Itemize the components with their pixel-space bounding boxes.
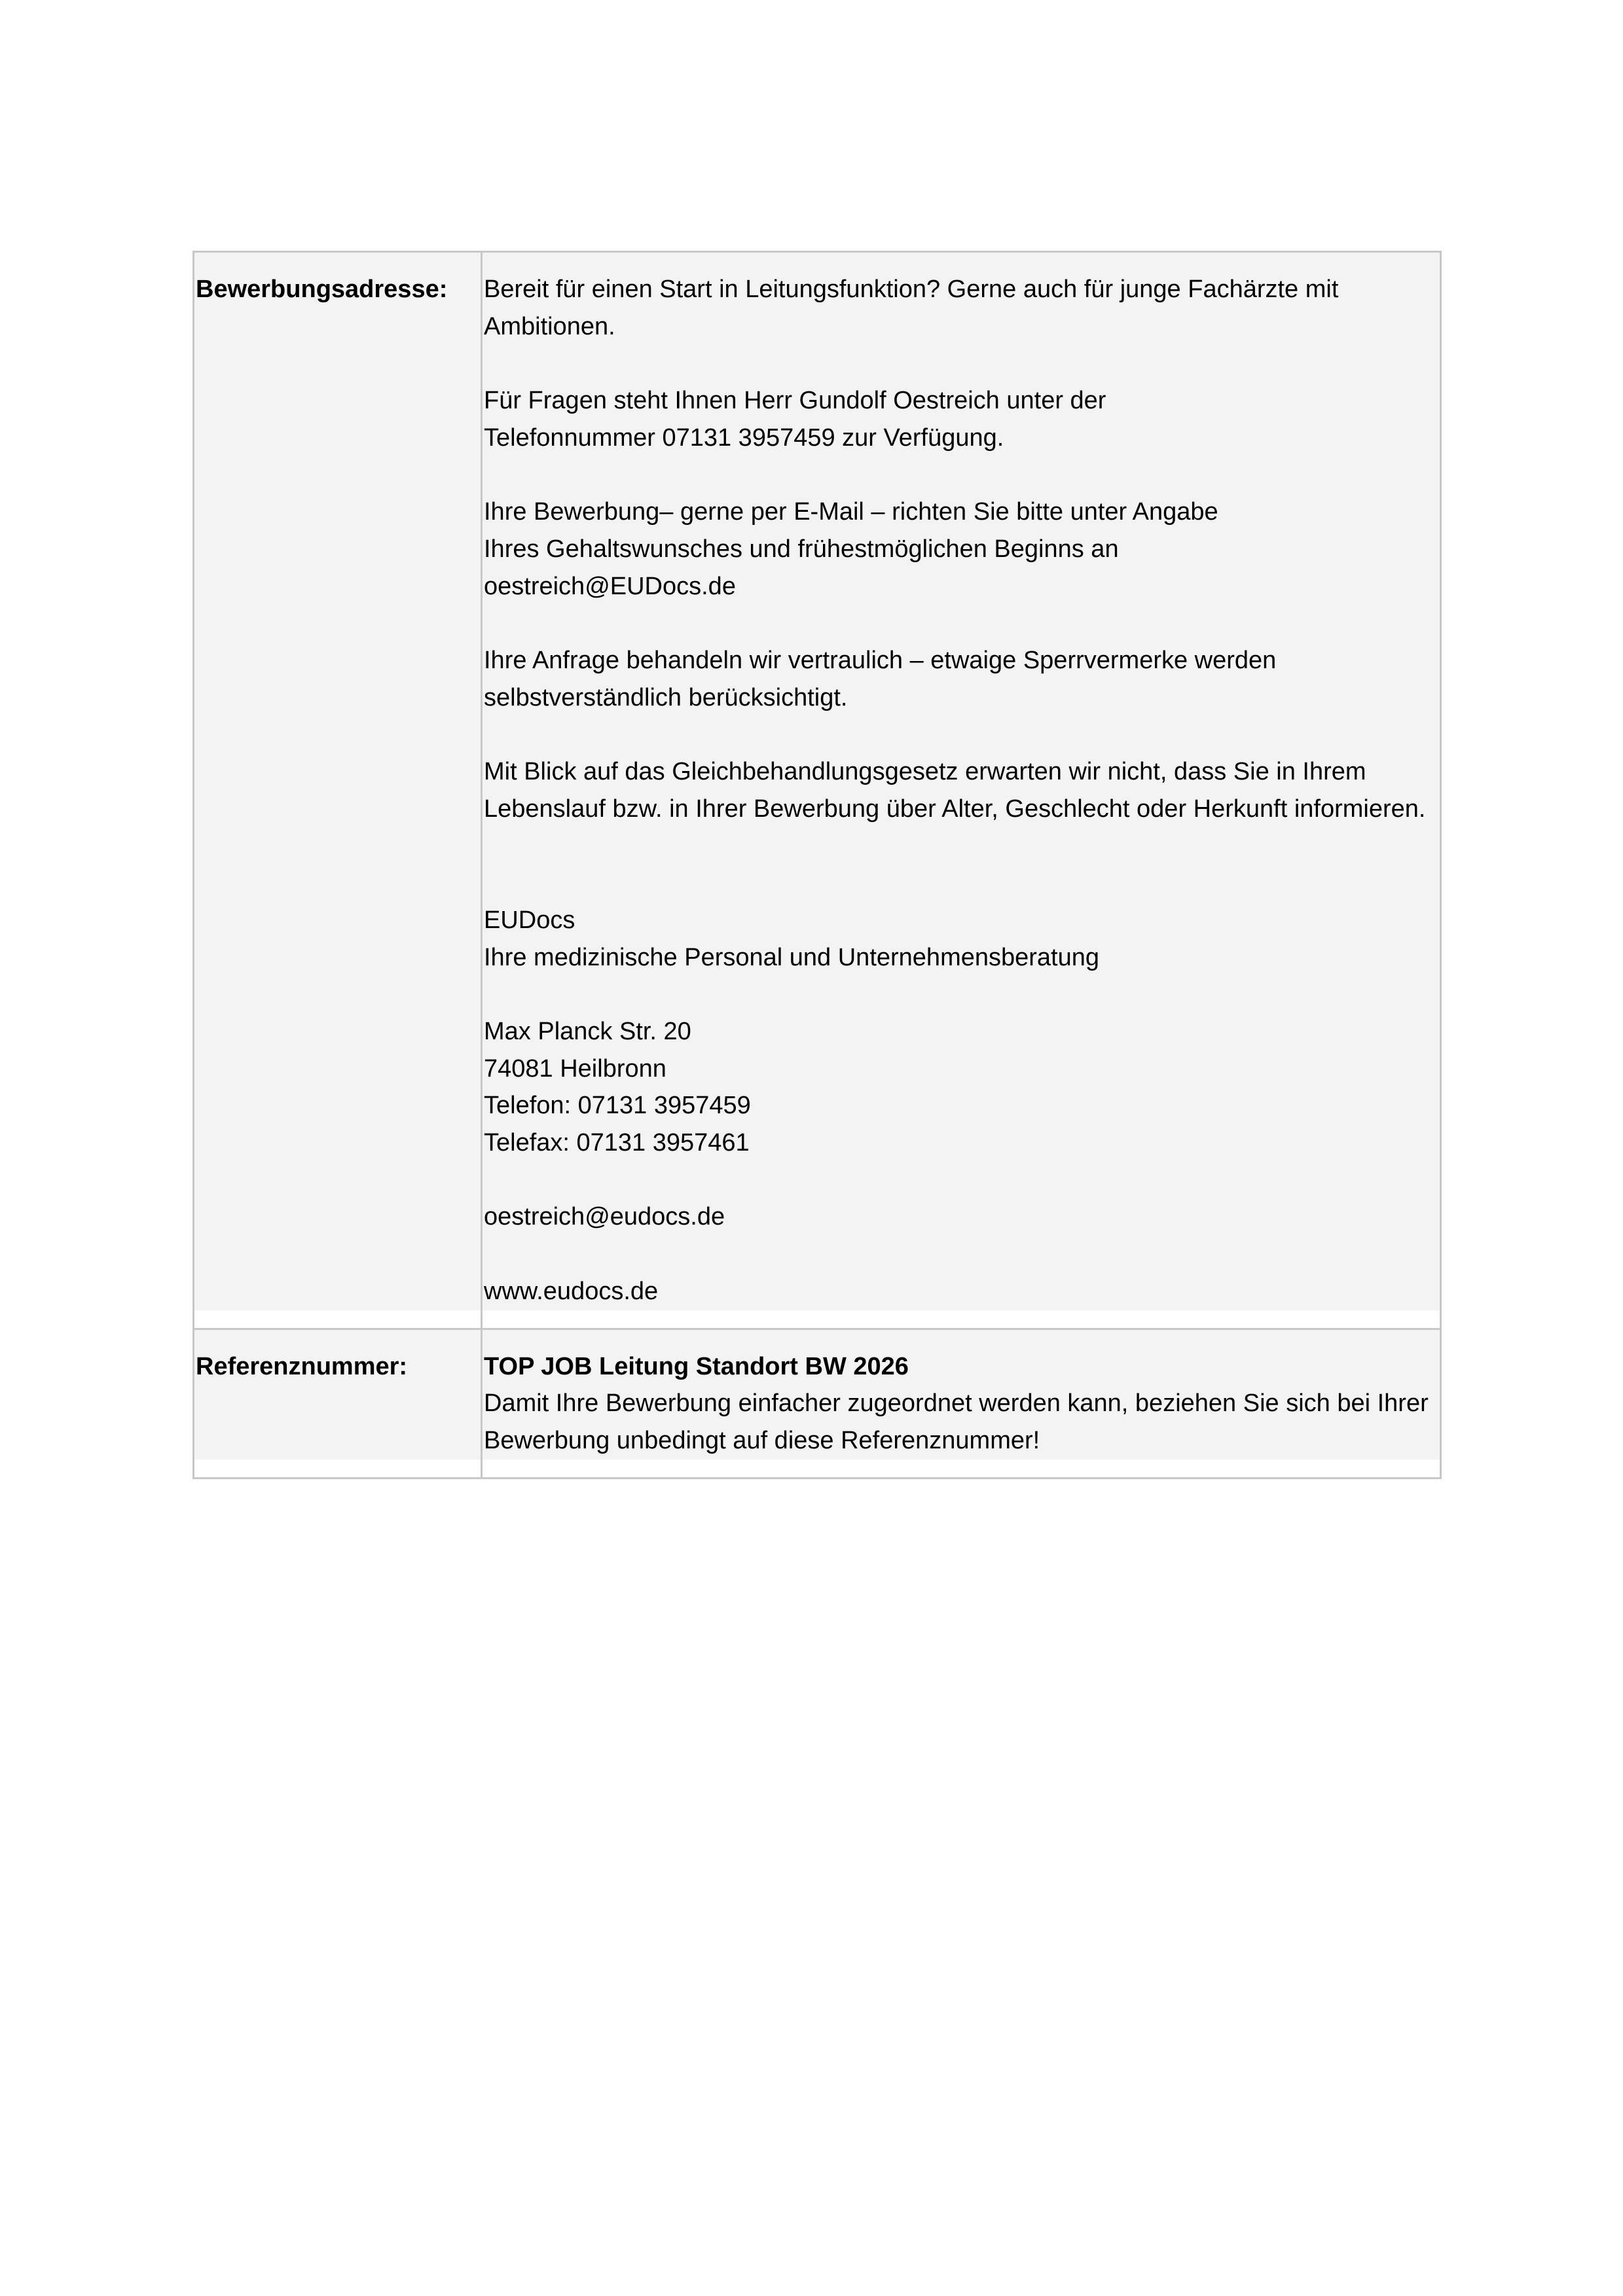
row-label: Referenznummer: (196, 1352, 408, 1380)
text-line: Ihre Anfrage behandeln wir vertraulich – etwaige Sperrvermerke werden (484, 646, 1277, 674)
address-city: 74081 Heilbronn (484, 1054, 666, 1083)
label-cell (194, 253, 483, 1328)
text-line (484, 605, 1432, 642)
email-link[interactable]: oestreich@EUDocs.de (484, 572, 736, 600)
text-line (484, 827, 1432, 865)
text-line (484, 716, 1432, 753)
cell-padding (483, 1310, 1440, 1328)
company-tagline: Ihre medizinische Personal und Unternehmensberatung (484, 943, 1099, 971)
text-line: Lebenslauf bzw. in Ihrer Bewerbung über Alter, Geschlecht oder Herkunft informieren. (484, 795, 1426, 823)
cell-padding (483, 1460, 1440, 1477)
cell-padding (194, 1460, 481, 1477)
row-bewerbungsadresse (194, 253, 1440, 1330)
text-line: Telefonnummer 07131 3957459 zur Verfügung. (484, 423, 1004, 452)
text-line (484, 865, 1432, 902)
text-line: Bereit für einen Start in Leitungsfunktion? Gerne auch für junge Fachärzte mit (484, 276, 1339, 303)
cell-padding (194, 1310, 481, 1328)
text-line (484, 1236, 1432, 1273)
value-cell (483, 1330, 1440, 1477)
text-line: Bewerbung unbedingt auf diese Referenznummer! (484, 1426, 1040, 1454)
website-link[interactable]: www.eudocs.de (484, 1277, 659, 1305)
text-line: Ihre Bewerbung– gerne per E-Mail – richten Sie bitte unter Angabe (484, 498, 1218, 526)
text-line: Damit Ihre Bewerbung einfacher zugeordnet werden kann, beziehen Sie sich bei Ihrer (484, 1390, 1429, 1418)
text-line: selbstverständlich berücksichtigt. (484, 683, 848, 711)
company-name: EUDocs (484, 906, 575, 934)
reference-number: TOP JOB Leitung Standort BW 2026 (484, 1352, 909, 1380)
value-block (483, 253, 1440, 1310)
phone-number: Telefon: 07131 3957459 (484, 1092, 751, 1120)
text-line (484, 345, 1432, 382)
info-table (192, 251, 1442, 1479)
address-street: Max Planck Str. 20 (484, 1017, 691, 1045)
text-line (484, 1162, 1432, 1199)
row-referenznummer (194, 1330, 1440, 1477)
text-line: Ihres Gehaltswunsches und frühestmöglichen Beginns an (484, 535, 1119, 563)
label-block (194, 253, 481, 1310)
value-block (483, 1330, 1440, 1460)
text-line: Mit Blick auf das Gleichbehandlungsgesetz erwarten wir nicht, dass Sie in Ihrem (484, 758, 1366, 786)
value-cell (483, 253, 1440, 1328)
fax-number: Telefax: 07131 3957461 (484, 1129, 750, 1157)
text-line: Für Fragen steht Ihnen Herr Gundolf Oestreich unter der (484, 387, 1106, 415)
text-line: Ambitionen. (484, 312, 615, 340)
email-link[interactable]: oestreich@eudocs.de (484, 1203, 725, 1231)
row-label: Bewerbungsadresse: (196, 276, 448, 303)
text-line (484, 976, 1432, 1013)
label-cell (194, 1330, 483, 1477)
text-line (484, 457, 1432, 494)
label-block (194, 1330, 481, 1460)
